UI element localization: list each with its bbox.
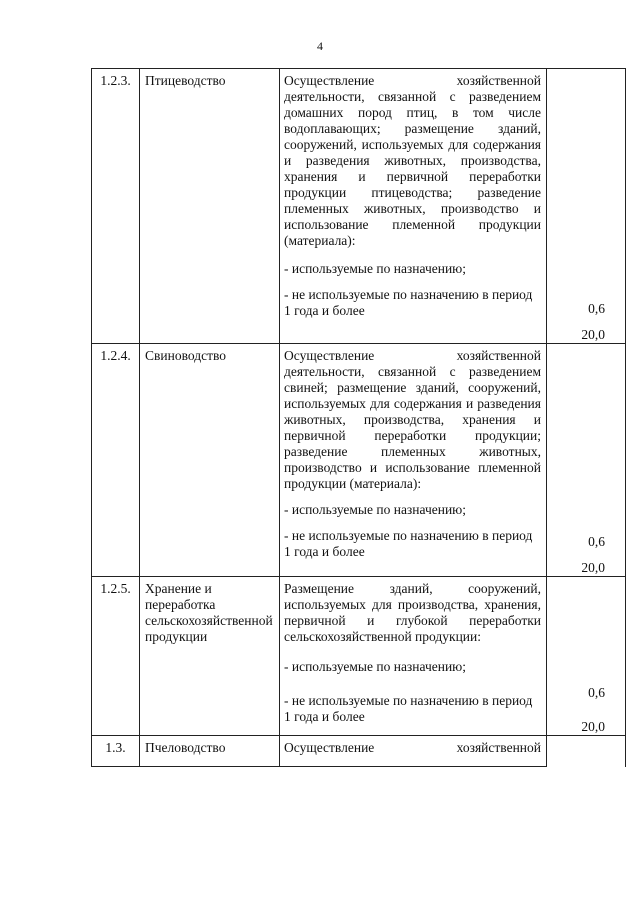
option-value: 0,6 bbox=[588, 301, 605, 316]
option-label: - используемые по назначению; bbox=[284, 502, 467, 517]
option-label: - используемые по назначению; bbox=[284, 261, 467, 276]
row-values bbox=[547, 577, 626, 736]
row-number: 1.2.3. bbox=[92, 69, 140, 344]
description-text: Осуществление хозяйственной bbox=[284, 740, 541, 755]
row-values bbox=[547, 344, 626, 577]
row-number: 1.2.5. bbox=[92, 577, 140, 736]
option-used bbox=[284, 261, 541, 277]
option-label: - используемые по назначению; bbox=[284, 659, 467, 674]
option-value: 20,0 bbox=[581, 327, 605, 342]
row-name: Свиноводство bbox=[140, 344, 280, 577]
option-value: 20,0 bbox=[581, 560, 605, 575]
row-name: Пчеловодство bbox=[140, 736, 280, 767]
page-number: 4 bbox=[317, 39, 323, 53]
row-name: Птицеводство bbox=[140, 69, 280, 344]
table-row bbox=[92, 344, 626, 577]
row-number: 1.2.4. bbox=[92, 344, 140, 577]
option-label: - не используемые по назначению в период 1 года и более bbox=[284, 287, 533, 318]
option-value: 0,6 bbox=[588, 534, 605, 549]
option-not-used bbox=[284, 693, 541, 731]
table-row bbox=[92, 69, 626, 344]
option-value: 20,0 bbox=[581, 719, 605, 734]
option-used bbox=[284, 659, 541, 675]
land-use-table bbox=[91, 68, 626, 767]
option-not-used bbox=[284, 287, 541, 325]
option-label: - не используемые по назначению в период 1 года и более bbox=[284, 528, 533, 559]
option-value: 0,6 bbox=[588, 685, 605, 700]
row-description bbox=[280, 344, 547, 577]
row-description bbox=[280, 69, 547, 344]
description-text: Осуществление хозяйственной деятельности, связанной с разведением домашних пород птиц, в том числе водоплавающих; размещение зданий, сооружений, используемых для содержания и разведения животных, производства, хранения и первичной переработки продукции птицеводства; разведение племенных животных, производство и использование племенной продукции (материала): bbox=[284, 73, 541, 248]
table-row bbox=[92, 577, 626, 736]
option-label: - не используемые по назначению в период 1 года и более bbox=[284, 693, 533, 724]
option-not-used bbox=[284, 528, 541, 566]
row-description bbox=[280, 577, 547, 736]
row-description bbox=[280, 736, 547, 767]
option-used bbox=[284, 502, 541, 518]
row-name: Хранение и переработка сельскохозяйственной продукции bbox=[140, 577, 280, 736]
table-row bbox=[92, 736, 626, 767]
row-values bbox=[547, 69, 626, 344]
row-number: 1.3. bbox=[92, 736, 140, 767]
description-text: Размещение зданий, сооружений, используемых для производства, хранения, первичной и глубокой переработки сельскохозяйственной продукции: bbox=[284, 581, 541, 644]
row-values bbox=[547, 736, 626, 767]
description-text: Осуществление хозяйственной деятельности, связанной с разведением свиней; размещение зданий, сооружений, используемых для содержания и разведения животных, производства, хранения и первичной переработки продукции; разведение племенных животных, производство и использование племенной продукции (материала): bbox=[284, 348, 541, 491]
